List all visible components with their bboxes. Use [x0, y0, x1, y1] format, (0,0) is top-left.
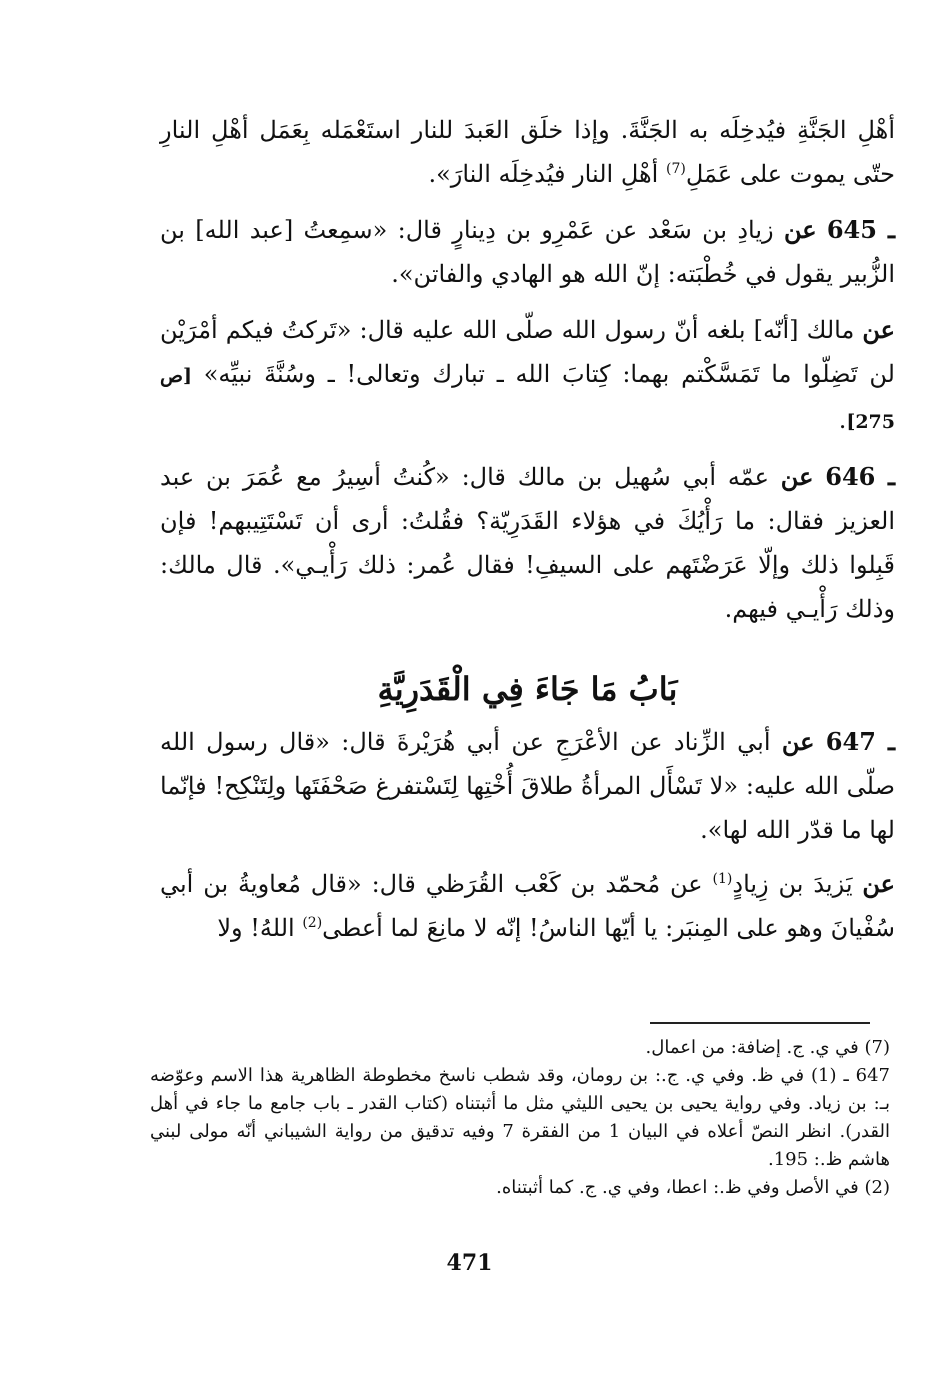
footnote-647-1: 647 ـ (1) في ظ. وفي ي. ج.: بن رومان، وقد شطب ناسخ مخطوطة الظاهرية هذا الاسم وعوّضه بـ: بن زياد. وفي رواية يحيى بن يحيى الليثي مثل ما أثبتناه (كتاب القدر ـ باب جامع ما جاء في أهل القدر). انظر النصّ أعلاه في البيان 1 من الفقرة 7 وفيه تدقيق من رواية الشيباني أنّه مولى لبني هاشم ظ.: 195. [150, 1065, 891, 1170]
hadith-646 [160, 455, 895, 631]
hadith-647 [160, 720, 895, 852]
footnote-marker: (7) [665, 161, 686, 177]
chapter-heading: بَابُ مَا جَاءَ فِي الْقَدَرِيَّةِ [377, 670, 678, 708]
an-word: عن [862, 315, 895, 344]
footnote-7: (7) في ي. ج. إضافة: من اعمال. [645, 1037, 890, 1058]
hadith-number: 645 ـ [826, 215, 895, 244]
footnotes [150, 1034, 890, 1202]
paragraph-text: زيادِ بن سَعْد عن عَمْرِو بن دِينارٍ قال: «سمِعتُ [عبد الله] بن الزُّبير يقول في خُطْبَته: إنّ الله هو الهادي والفاتن». [160, 216, 895, 288]
an-word: عن [783, 215, 817, 244]
paragraph-text-rest: . [838, 406, 847, 434]
page-reference: [ص 275] [160, 365, 895, 433]
paragraph-text-rest: أهْلِ النار فيُدخِلَه النارَ». [428, 160, 666, 188]
an-word: عن [780, 462, 814, 491]
paragraph-continuation [160, 108, 895, 196]
malik-paragraph [160, 308, 895, 444]
paragraph-text: عمّه أبي سُهيل بن مالك قال: «كُنتُ أسِيرُ مع عُمَرَ بن عبد العزيز فقال: ما رَأْيُكَ في هؤلاء القَدَرِيّة؟ فقُلتُ: أرى أن تَسْتَتِيبهم! فإن قَبِلوا ذلك وإلّا عَرَضْتَهم على السيفِ! فقال عُمر: ذلك رَأْيـي». قال مالك: وذلك رَأْيـي فيهم. [160, 463, 895, 623]
paragraph-text-rest: عن مُحمّد بن كَعْب القُرَظي قال: «قال مُعاويةُ بن أبي سُفْيانَ وهو على المِنبَر: يا أيّها الناسُ! إنّه لا مانِعَ لما أعطى [160, 870, 895, 942]
footnote-2: (2) في الأصل وفي ظ.: اعطا، وفي ي. ج. كما أثبتناه. [496, 1177, 890, 1198]
hadith-645 [160, 208, 895, 296]
paragraph-text: يَزيدَ بن زِيادٍ [732, 870, 863, 898]
paragraph-text: أهْلِ الجَنَّةِ فيُدخِلَه به الجَنَّةَ. وإذا خلَق العَبدَ للنار استَعْمَله بِعَمَل أهْلِ النارِ حتّى يموت على عَمَلِ [160, 116, 895, 188]
footnote-marker: (1) [712, 871, 733, 887]
paragraph-text: مالك [أنّه] بلغه أنّ رسول الله صلّى الله عليه قال: «تَركتُ فيكم أمْرَيْن لن تَضِلّوا ما تَمَسَّكْتم بهما: كِتابَ الله ـ تبارك وتعالى! ـ وسُنَّةَ نبيِّه» [160, 316, 895, 388]
an-word: عن [862, 869, 895, 898]
an-word: عن [781, 727, 815, 756]
footnote-divider [650, 1022, 870, 1024]
hadith-number: 646 ـ [825, 462, 895, 491]
paragraph-text-end: اللهُ! ولا [217, 914, 303, 942]
page-number: 471 [446, 1250, 493, 1276]
paragraph-text: أبي الزِّناد عن الأعْرَجِ عن أبي هُرَيْرةَ قال: «قال رسول الله صلّى الله عليه: «لا تَسْأَل المرأةُ طلاقَ أُخْتِها لِتَسْتفرغ صَحْفَتَها ولِتَنْكِح! فإنّما لها ما قدّر الله لها». [160, 728, 895, 844]
hadith-number: 647 ـ [825, 727, 895, 756]
footnote-marker: (2) [302, 915, 323, 931]
yazid-paragraph [160, 862, 895, 950]
